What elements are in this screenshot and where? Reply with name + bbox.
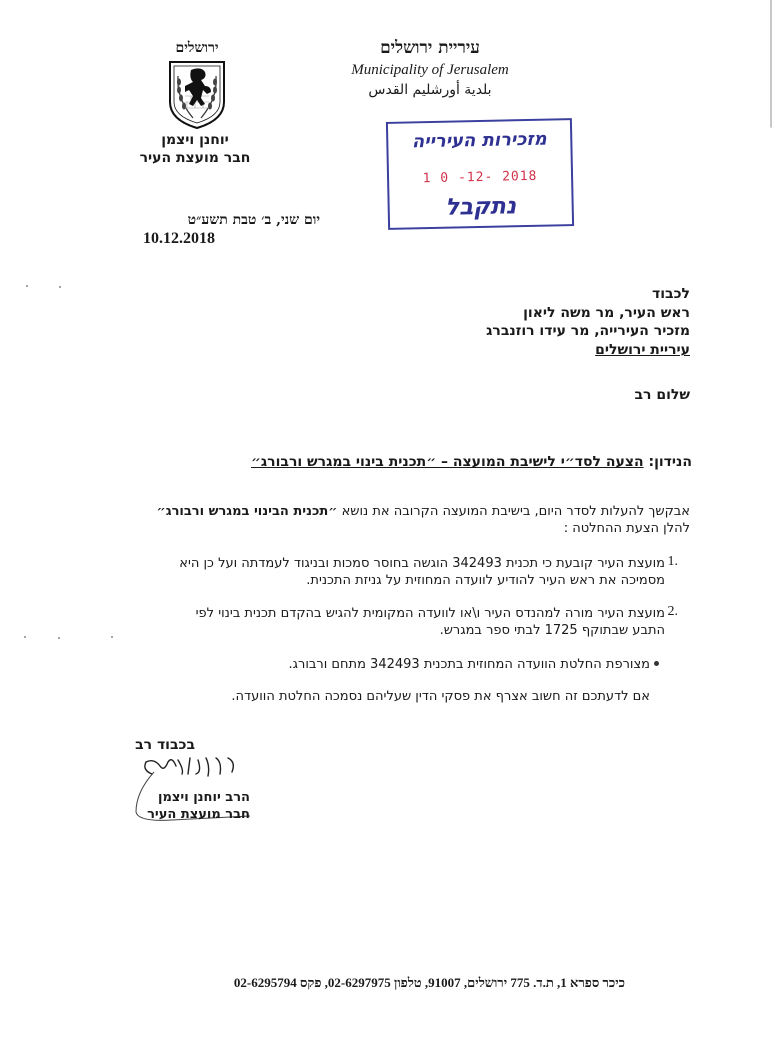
regards: בכבוד רב — [135, 737, 195, 753]
subject-label: הנידון: — [648, 454, 692, 470]
footer-address: כיכר ספרא 1, ת.ד. 775 ירושלים, 91007, טלפון 02-6297975, פקס 02-6295794 — [233, 975, 625, 990]
item-line: מסמיכה את ראש העיר להודיע לוועדה המחוזית על גניזת התכנית. — [306, 573, 665, 588]
closing-note: אם לדעתכם זה חשוב אצרף את פסקי הדין שעליהם נסמכה החלטת הוועדה. — [231, 689, 650, 704]
signer-title: חבר מועצת העיר — [147, 807, 250, 822]
greeting: שלום רב — [634, 387, 690, 403]
item-line: מועצת העיר מורה למהנדס העיר ו\או לוועדה המקומית להגיש בהקדם תכנית בינוי לפי — [195, 606, 665, 621]
recipients-block — [440, 285, 690, 359]
resolution-item — [120, 555, 665, 589]
item-line: התבע שבתוקף 1725 לבתי ספר במגרש. — [439, 623, 665, 638]
scan-speck — [58, 637, 60, 639]
stamp-date: 1 0 -12- 2018 — [422, 168, 538, 187]
item-line: מועצת העיר קובעת כי תכנית 342493 הוגשה בחוסר סמכות ובניגוד לעמדתה ועל כן היא — [179, 556, 665, 571]
council-member-name: יוחנן ויצמן — [161, 132, 229, 148]
municipality-name-hebrew: עיריית ירושלים — [380, 38, 480, 58]
council-member-title: חבר מועצת העיר — [139, 150, 251, 166]
scan-edge-line — [770, 0, 772, 128]
hebrew-date: יום שני, ב׳ טבת תשע״ט — [187, 212, 320, 228]
logo-caption: ירושלים — [175, 40, 219, 56]
stamp-department: מזכירות העירייה — [411, 128, 547, 153]
subject-text: הצעה לסד״י לישיבת המועצה – ״תכנית בינוי במגרש ורבורג״ — [250, 454, 644, 470]
municipality-name-arabic: بلدية أورشليم القدس — [368, 82, 492, 98]
recipient-mayor: ראש העיר, מר משה ליאון — [523, 304, 690, 321]
received-stamp — [386, 118, 574, 230]
resolution-item — [120, 605, 665, 639]
salutation: לכבוד — [652, 286, 690, 302]
attachment-note: מצורפת החלטת הוועדה המחוזית בתכנית 342493 מתחם ורבורג. — [288, 657, 650, 672]
gregorian-date: 10.12.2018 — [143, 230, 215, 247]
intro-plan-name: ״תכנית הבינוי במגרש ורבורג״ — [156, 504, 338, 519]
scan-speck — [59, 286, 61, 288]
recipient-secretary: מזכיר העירייה, מר עידו רוזנברג — [486, 323, 690, 339]
scan-speck — [26, 285, 28, 287]
intro-paragraph — [95, 503, 690, 537]
stamp-received: נתקבל — [444, 193, 517, 221]
intro-text: אבקשך להעלות לסדר היום, בישיבת המועצה הקרובה את נושא — [337, 504, 690, 519]
intro-proposal-label: להלן הצעת ההחלטה : — [563, 521, 690, 536]
item-number: 1. — [667, 554, 678, 569]
scan-speck — [24, 636, 26, 638]
jerusalem-emblem-icon — [167, 60, 227, 130]
municipality-name-english: Municipality of Jerusalem — [351, 62, 509, 78]
bullet-icon — [654, 661, 659, 666]
scan-speck — [111, 636, 113, 638]
recipient-organization: עיריית ירושלים — [595, 341, 690, 358]
subject-line — [240, 454, 692, 470]
signer-name: הרב יוחנן ויצמן — [158, 790, 250, 805]
item-number: 2. — [667, 604, 678, 619]
